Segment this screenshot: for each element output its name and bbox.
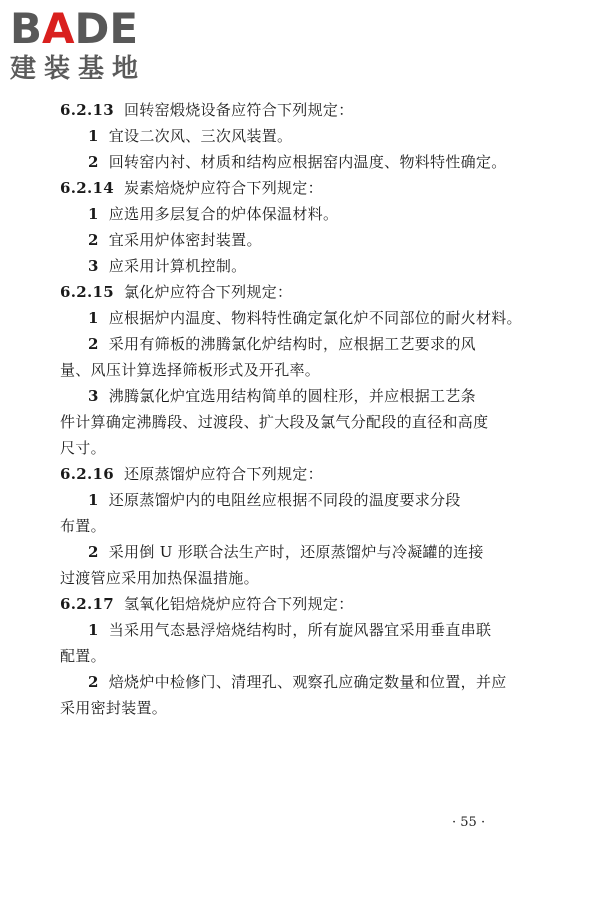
clause-continuation [60, 409, 540, 435]
clause-item [60, 123, 540, 149]
clause-text: 应根据炉内温度、物料特性确定氯化炉不同部位的耐火材料。 [108, 309, 522, 327]
clause-continuation [60, 513, 540, 539]
clause-number: 1 [88, 127, 99, 145]
clause-text: 宜采用炉体密封装置。 [108, 231, 262, 249]
clause-text: 采用有筛板的沸腾氯化炉结构时，应根据工艺要求的风 [108, 335, 476, 353]
clause-text: 量、风压计算选择筛板形式及开孔率。 [60, 361, 321, 379]
clause-text: 布置。 [60, 517, 106, 535]
section-number: 6.2.16 [60, 465, 114, 483]
section-heading [60, 591, 540, 617]
clause-continuation [60, 435, 540, 461]
section-heading [60, 461, 540, 487]
clause-continuation [60, 357, 540, 383]
clause-text: 采用倒 U 形联合法生产时，还原蒸馏炉与冷凝罐的连接 [108, 543, 484, 561]
clause-text: 当采用气态悬浮焙烧结构时，所有旋风器宜采用垂直串联 [108, 621, 492, 639]
clause-number: 2 [88, 673, 99, 691]
clause-number: 1 [88, 205, 99, 223]
clause-number: 1 [88, 621, 99, 639]
clause-continuation [60, 695, 540, 721]
clause-text: 沸腾氯化炉宜选用结构简单的圆柱形，并应根据工艺条 [108, 387, 476, 405]
section-number: 6.2.15 [60, 283, 114, 301]
clause-text: 宜设二次风、三次风装置。 [108, 127, 293, 145]
section-title: 炭素焙烧炉应符合下列规定： [124, 179, 323, 197]
section-number: 6.2.17 [60, 595, 114, 613]
clause-item [60, 383, 540, 409]
clause-number: 3 [88, 387, 99, 405]
clause-text: 采用密封装置。 [60, 699, 168, 717]
logo-wordmark: BADE [10, 4, 139, 53]
clause-number: 1 [88, 309, 99, 327]
section-title: 氢氧化铝焙烧炉应符合下列规定： [124, 595, 354, 613]
clause-text: 回转窑内衬、材质和结构应根据窑内温度、物料特性确定。 [108, 153, 507, 171]
document-body [60, 97, 540, 721]
clause-text: 应选用多层复合的炉体保温材料。 [108, 205, 339, 223]
section-number: 6.2.14 [60, 179, 114, 197]
bade-logo [10, 4, 175, 90]
clause-item [60, 539, 540, 565]
clause-item [60, 331, 540, 357]
page-number: · 55 · [452, 815, 486, 830]
clause-text: 过渡管应采用加热保温措施。 [60, 569, 259, 587]
clause-number: 2 [88, 335, 99, 353]
clause-item [60, 305, 540, 331]
clause-item [60, 201, 540, 227]
clause-continuation [60, 643, 540, 669]
clause-item [60, 669, 540, 695]
clause-text: 应采用计算机控制。 [108, 257, 247, 275]
section-title: 还原蒸馏炉应符合下列规定： [124, 465, 323, 483]
clause-number: 3 [88, 257, 99, 275]
section-number: 6.2.13 [60, 101, 114, 119]
clause-item [60, 617, 540, 643]
section-heading [60, 175, 540, 201]
section-heading [60, 97, 540, 123]
clause-continuation [60, 565, 540, 591]
clause-number: 1 [88, 491, 99, 509]
clause-number: 2 [88, 231, 99, 249]
clause-number: 2 [88, 543, 99, 561]
clause-item [60, 253, 540, 279]
clause-item [60, 149, 540, 175]
clause-text: 还原蒸馏炉内的电阻丝应根据不同段的温度要求分段 [108, 491, 461, 509]
section-heading [60, 279, 540, 305]
clause-text: 配置。 [60, 647, 106, 665]
section-title: 氯化炉应符合下列规定： [124, 283, 293, 301]
clause-number: 2 [88, 153, 99, 171]
clause-text: 焙烧炉中检修门、清理孔、观察孔应确定数量和位置，并应 [108, 673, 507, 691]
logo-subtitle: 建装基地 [10, 54, 147, 84]
clause-item [60, 227, 540, 253]
clause-item [60, 487, 540, 513]
clause-text: 件计算确定沸腾段、过渡段、扩大段及氯气分配段的直径和高度 [60, 413, 489, 431]
section-title: 回转窑煅烧设备应符合下列规定： [124, 101, 354, 119]
clause-text: 尺寸。 [60, 439, 106, 457]
